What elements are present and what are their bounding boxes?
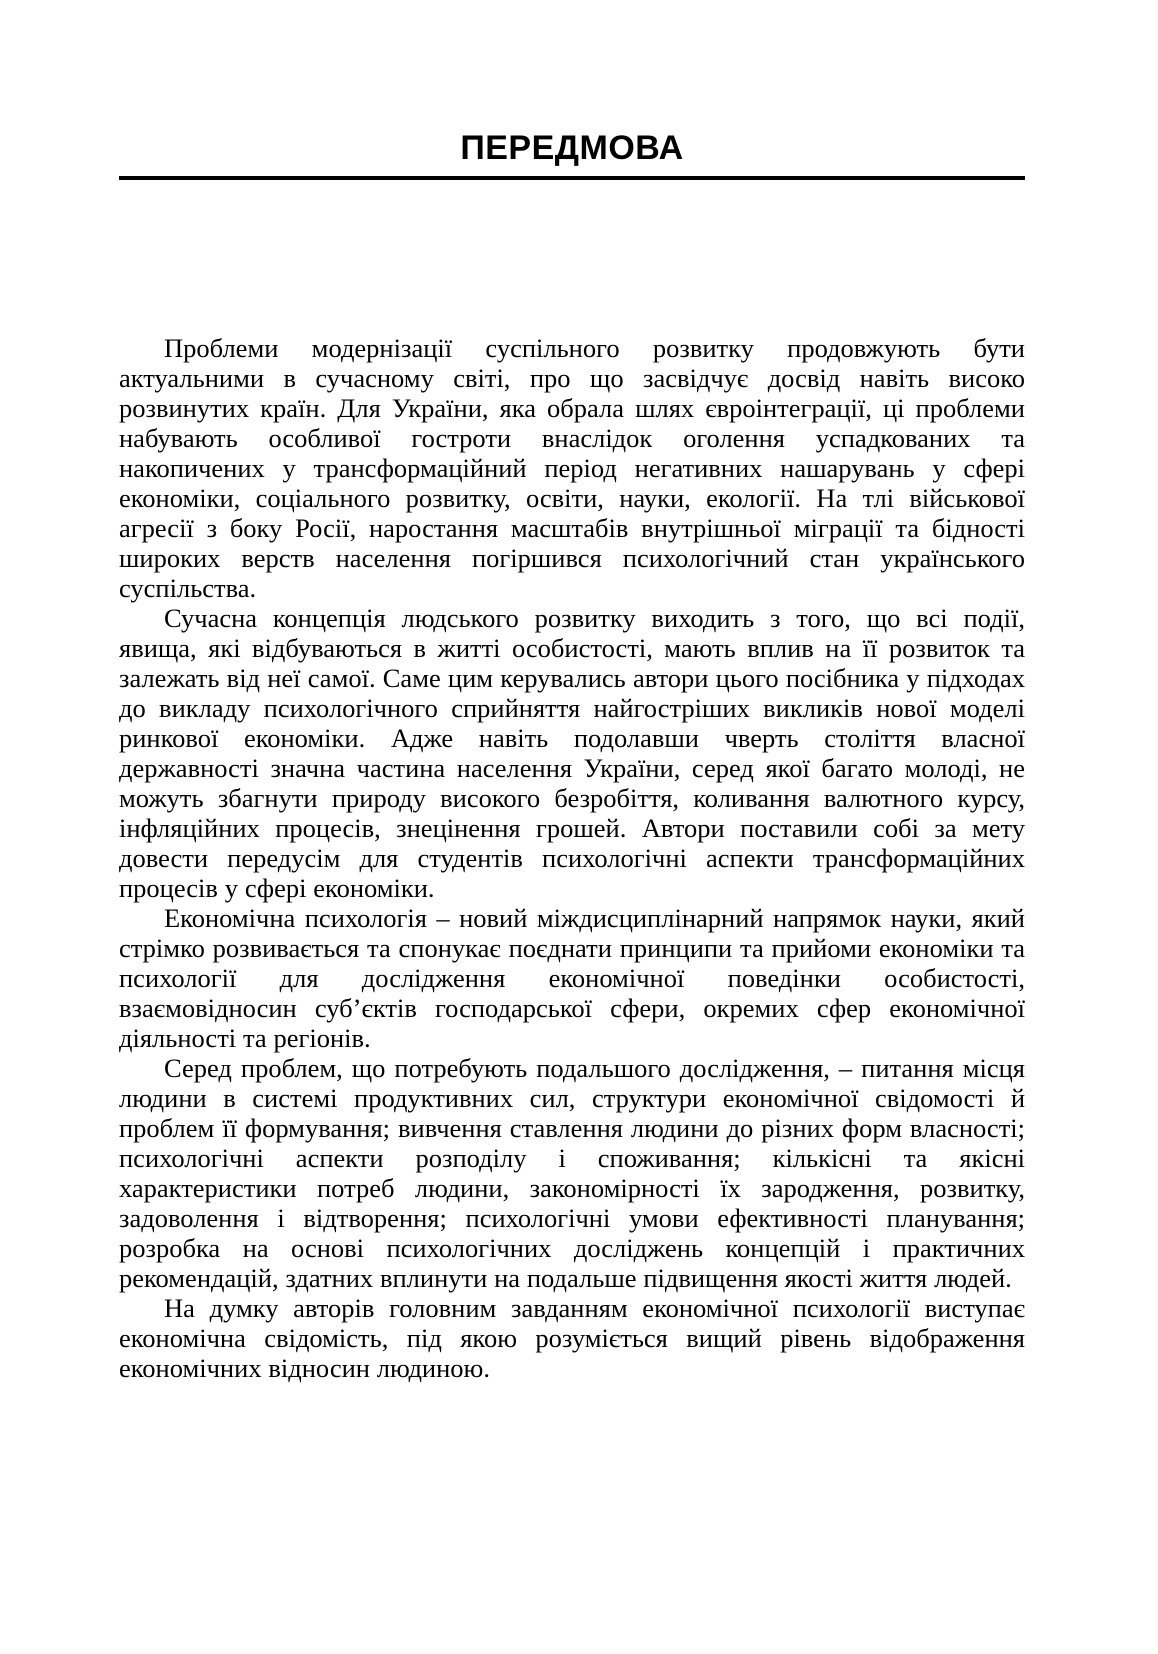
paragraph: Економічна психологія – новий міждисциплінарний напрямок науки, який стрімко розвивається та спонукає поєднати принципи та прийоми економіки та психології для дослідження економічної поведінки особистості, взаємовідносин суб’єктів господарської сфери, окремих сфер економічної діяльності та регіонів. [119,903,1025,1053]
paragraph: Серед проблем, що потребують подальшого дослідження, – питання місця людини в системі продуктивних сил, структури економічної свідомості й проблем її формування; вивчення ставлення людини до різних форм власності; психологічні аспекти розподілу і споживання; кількісні та якісні характеристики потреб людини, закономірності їх зародження, розвитку, задоволення і відтворення; психологічні умови ефективності планування; розробка на основі психологічних досліджень концепцій і практичних рекомендацій, здатних вплинути на подальше підвищення якості життя людей. [119,1053,1025,1293]
body-text-column [119,333,1025,1383]
heading-block [119,128,1025,180]
paragraph: Сучасна концепція людського розвитку виходить з того, що всі події, явища, які відбуваються в житті особистості, мають вплив на її розвиток та залежать від неї самої. Саме цим керувались автори цього посібника у підходах до викладу психологічного сприйняття найгостріших викликів нової моделі ринкової економіки. Адже навіть подолавши чверть століття власної державності значна частина населення України, серед якої багато молоді, не можуть збагнути природу високого безробіття, коливання валютного курсу, інфляційних процесів, знецінення грошей. Автори поставили собі за мету довести передусім для студентів психологічні аспекти трансформаційних процесів у сфері економіки. [119,603,1025,903]
paragraph: На думку авторів головним завданням економічної психології виступає економічна свідомість, під якою розуміється вищий рівень відображення економічних відносин людиною. [119,1293,1025,1383]
title-divider-rule [119,176,1025,180]
paragraph: Проблеми модернізації суспільного розвитку продовжують бути актуальними в сучасному світі, про що засвідчує досвід навіть високо розвинутих країн. Для України, яка обрала шлях євроінтеграції, ці проблеми набувають особливої гостроти внаслідок оголення успадкованих та накопичених у трансформаційний період негативних нашарувань у сфері економіки, соціального розвитку, освіти, науки, екології. На тлі військової агресії з боку Росії, наростання масштабів внутрішньої міграції та бідності широких верств населення погіршився психологічний стан українського суспільства. [119,333,1025,603]
page-title: ПЕРЕДМОВА [460,129,684,167]
